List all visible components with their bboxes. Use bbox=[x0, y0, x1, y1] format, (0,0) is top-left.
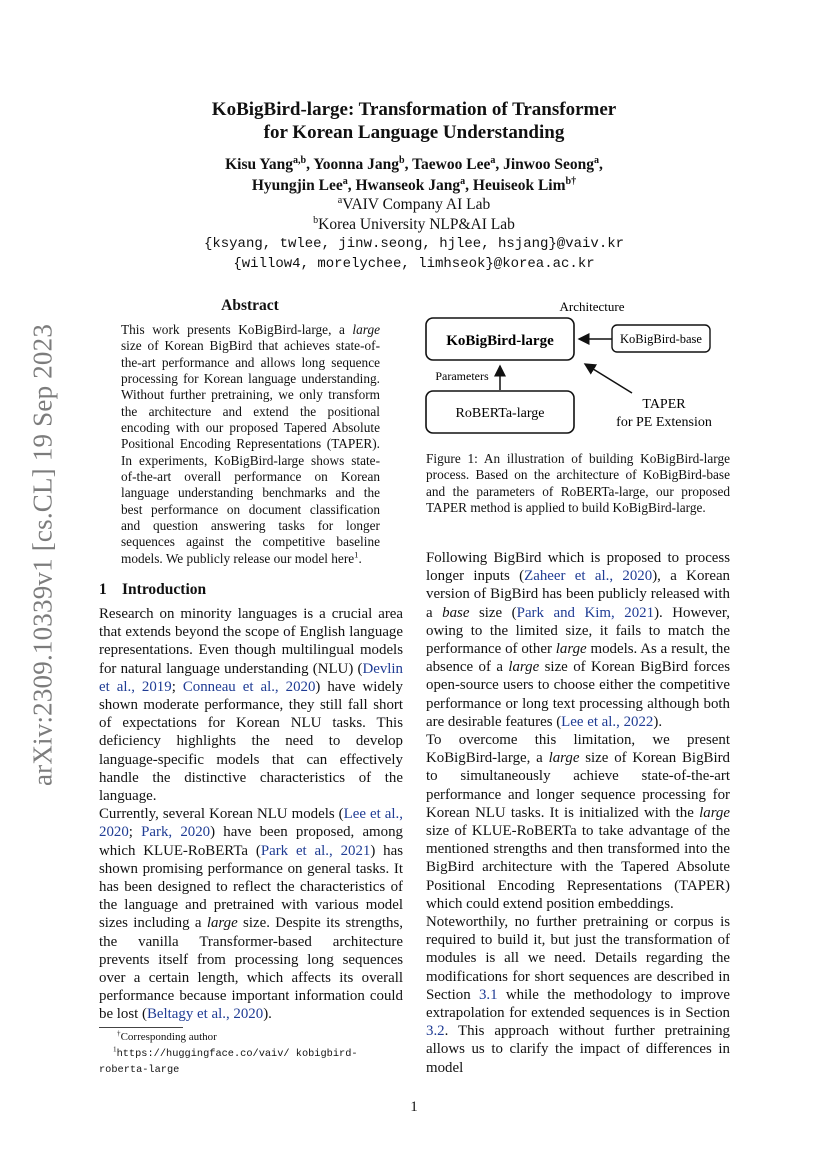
footnote-corresponding: †Corresponding author bbox=[117, 1029, 217, 1043]
right-paragraph-3: Noteworthily, no further pretraining or corpus is required to build it, but just the transformation of modules is all we need. Details regarding the modifications for short sequences are described in Section 3.1 while the methodology to improve extrapolation for extended sequences is in Section 3.2. This approach without further pretraining allows us to clarify the impact of differences in model bbox=[426, 914, 730, 1076]
taper-sublabel: for PE Extension bbox=[616, 415, 712, 430]
left-column-body bbox=[99, 605, 403, 1024]
abstract-body bbox=[121, 322, 380, 567]
figure-1-caption: Figure 1: An illustration of building KoBigBird-large process. Based on the architecture of KoBigBird-base and the parameters of RoBERTa-large, our proposed TAPER method is applied to build KoBigBird-large. bbox=[426, 451, 730, 515]
email-line-2: {willow4, morelychee, limhseok}@korea.ac.kr bbox=[233, 256, 595, 272]
email-line-1: {ksyang, twlee, jinw.seong, hjlee, hsjang}@vaiv.kr bbox=[203, 236, 625, 252]
roberta-large-label: RoBERTa-large bbox=[455, 406, 545, 421]
author-list bbox=[0, 154, 828, 196]
parameters-label: Parameters bbox=[435, 369, 489, 383]
left-paragraph-1: Research on minority languages is a crucial area that extends beyond the scope of English language representations. Even though multilingual models for natural language understanding (NLU) (Devlin et al., 2019; Conneau et al., 2020) have widely shown moderate performance, they still fall short of expectations for Korean NLU tasks. This deficiency highlights the need to develop language-specific models that can effectively handle the distinctive characteristics of the language. bbox=[99, 606, 403, 805]
kobigbird-large-label: KoBigBird-large bbox=[446, 333, 554, 349]
taper-label: TAPER bbox=[642, 397, 686, 412]
abstract-text: This work presents KoBigBird-large, a large size of Korean BigBird that achieves state-of-the-art performance and allows long sequence processing for Korean language understanding. Without further pretraining, we only transform the architecture and extend the positional encoding with our proposed Tapered Absolute Positional Encoding Representations (TAPER). In experiments, KoBigBird-large shows state-of-the-art overall performance on Korean language understanding benchmarks and the best performance on document classification and question answering tasks for longer sequences against the competitive baseline models. We publicly release our model here$^1$. bbox=[121, 322, 380, 566]
title-line-2: for Korean Language Understanding bbox=[263, 122, 565, 143]
right-paragraph-1: Following BigBird which is proposed to process longer inputs (Zaheer et al., 2020), a Korean version of BigBird has been publicly released with a base size (Park and Kim, 2021). However, owing to the limited size, it fails to match the performance of other large models. As a result, the absence of a large size of Korean BigBird forces open-source users to choose either the competitive performance or long text processing although both are desirable features (Lee et al., 2022). bbox=[426, 550, 731, 730]
taper-arrow bbox=[585, 364, 632, 393]
architecture-label: Architecture bbox=[559, 299, 625, 314]
footnote-url: $^1$https://huggingface.co/vaiv/ kobigbird-roberta-large bbox=[99, 1045, 358, 1076]
right-paragraph-2: To overcome this limitation, we present KoBigBird-large, a large size of Korean BigBird to simultaneously achieve state-of-the-art performance and longer sequence processing for Korean NLU tasks. It is initialized with the large size of KLUE-RoBERTa to take advantage of the mentioned strengths and then transformed into the BigBird architecture with the Tapered Absolute Positional Encoding Representations (TAPER) which could extend position embeddings. bbox=[426, 732, 730, 912]
abstract-heading: Abstract bbox=[221, 297, 279, 314]
affiliation-b: $^b$Korea University NLP&AI Lab bbox=[313, 214, 515, 233]
section-heading bbox=[99, 581, 206, 599]
section-number: 1 bbox=[99, 581, 107, 598]
section-title: Introduction bbox=[122, 581, 207, 598]
affiliation-a: $^a$VAIV Company AI Lab bbox=[337, 194, 491, 213]
arxiv-stamp: arXiv:2309.10339v1 [cs.CL] 19 Sep 2023 bbox=[27, 323, 58, 787]
title-line-1: KoBigBird-large: Transformation of Transformer bbox=[211, 99, 617, 120]
footnote-rule bbox=[99, 1027, 183, 1028]
figure-1-diagram bbox=[420, 296, 730, 438]
right-column-body bbox=[426, 549, 730, 1077]
left-paragraph-2: Currently, several Korean NLU models (Lee et al., 2020; Park, 2020) have been proposed, among which KLUE-RoBERTa (Park et al., 2021) has shown promising performance on general tasks. It has been designed to reflect the characteristics of the language and pretrained with various model sizes including a large size. Despite its strengths, the vanilla Transformer-based architecture prevents itself from processing long sequences over a certain length, which affects its overall performance because important information could be lost (Beltagy et al., 2020). bbox=[99, 806, 404, 1023]
authors-line-1: Kisu Yang$^{a,b}$, Yoonna Jang$^b$, Taewoo Lee$^a$, Jinwoo Seong$^a$, bbox=[225, 154, 603, 173]
page-number: 1 bbox=[410, 1099, 418, 1115]
paper-title bbox=[0, 98, 828, 144]
kobigbird-base-label: KoBigBird-base bbox=[620, 332, 702, 346]
authors-line-2: Hyungjin Lee$^a$, Hwanseok Jang$^a$, Heuiseok Lim$^{b\dagger}$ bbox=[251, 175, 577, 194]
